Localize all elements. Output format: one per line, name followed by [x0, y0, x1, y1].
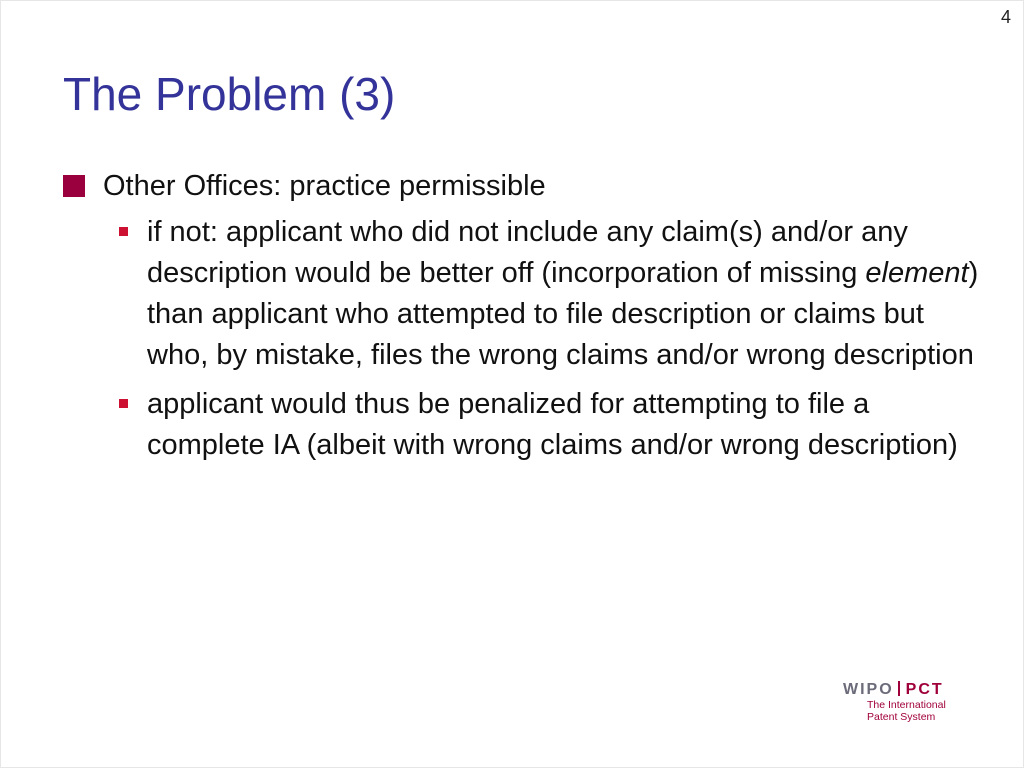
- square-bullet-icon: [119, 227, 128, 236]
- sub-bullet-item: [63, 384, 983, 466]
- square-bullet-icon: [119, 399, 128, 408]
- square-bullet-icon: [63, 175, 85, 197]
- bullet-text: Other Offices: practice permissible: [103, 170, 546, 202]
- sub-bullet-text-start: if not: applicant who did not include any claim(s) and/or any description would be better off (incorporation of missing: [147, 216, 908, 289]
- page-number: 4: [1000, 7, 1011, 27]
- sub-bullet-emphasis: element: [865, 257, 969, 289]
- logo-wipo-text: WIPO: [843, 681, 894, 698]
- logo-pct-text: PCT: [905, 681, 944, 698]
- sub-bullet-text: applicant would thus be penalized for attempting to file a complete IA (albeit with wrong claims and/or wrong description): [147, 388, 958, 461]
- slide-title: The Problem (3): [63, 68, 396, 120]
- logo-divider: [898, 681, 900, 696]
- logo-subtitle-line2: Patent System: [867, 711, 936, 723]
- slide-body: [63, 164, 983, 474]
- bullet-item: [63, 164, 983, 208]
- logo-wordmark: [843, 681, 973, 699]
- wipo-pct-logo: [843, 681, 973, 723]
- sub-bullet-list: [63, 212, 983, 466]
- logo-subtitle-line1: The International: [867, 699, 946, 711]
- sub-bullet-item: [63, 212, 983, 376]
- sub-bullet-text-end: ) than applicant who attempted to file description or claims but who, by mistake, files the wrong claims and/or wrong description: [147, 257, 979, 371]
